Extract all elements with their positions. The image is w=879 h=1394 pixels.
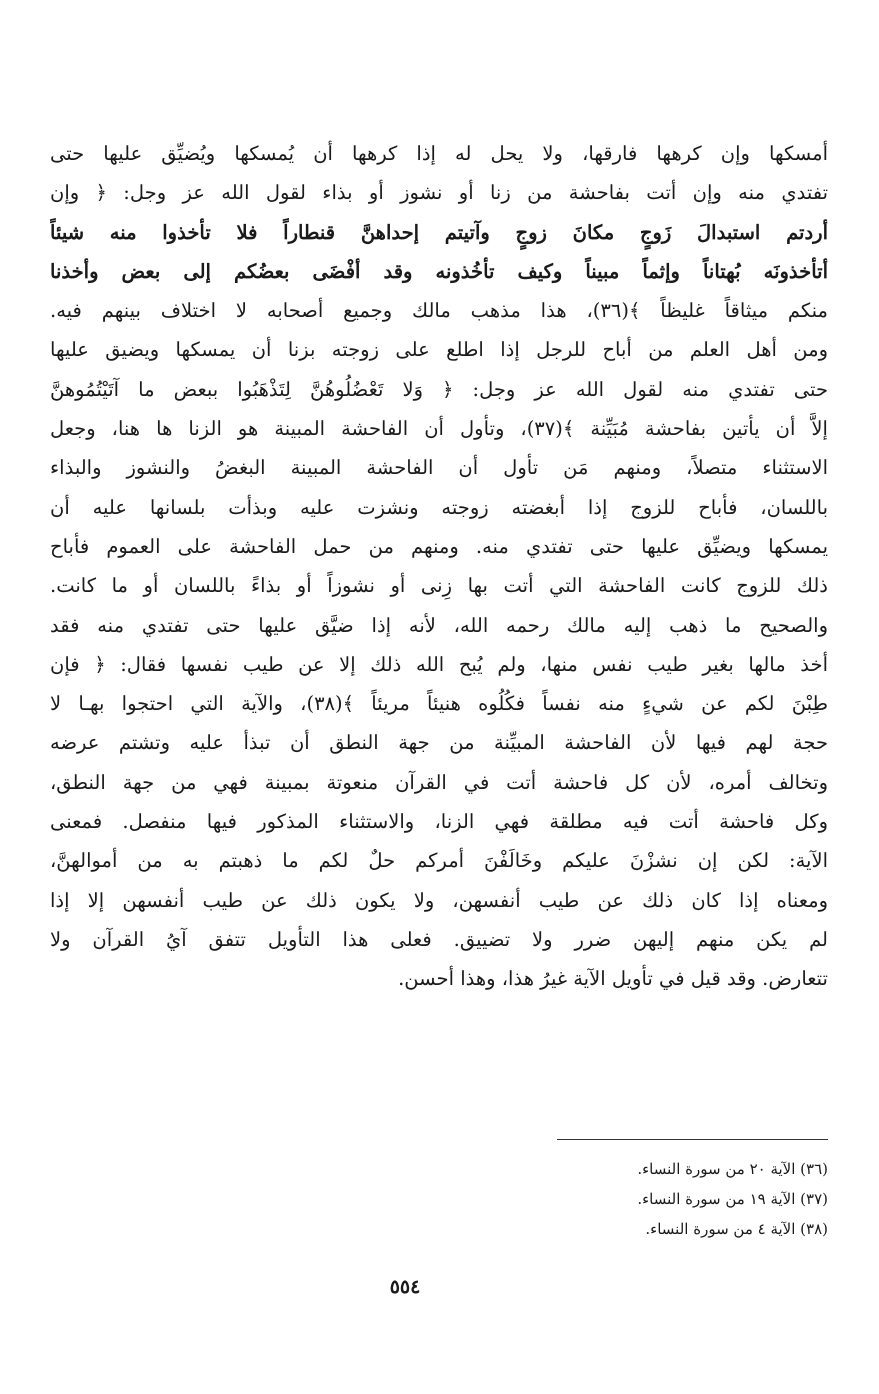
- text-line: وكل فاحشة أتت فيه مطلقة فهي الزنا، والاستثناء المذكور فيها منفصل. فمعنى: [50, 810, 828, 834]
- text-line: لم يكن منهم إليهن ضرر ولا تضييق. فعلى هذا التأويل تتفق آيُ القرآن ولا: [50, 927, 828, 951]
- footnotes: [400, 1154, 828, 1244]
- footnote: (٣٨) الآية ٤ من سورة النساء.: [645, 1220, 828, 1238]
- text-line: والصحيح ما ذهب إليه مالك رحمه الله، لأنه إذا ضيَّق عليها حتى تفتدي منه فقد: [50, 613, 828, 637]
- text-line: إلاَّ أن يأتين بفاحشة مُبَيِّنة ﴾(٣٧)، وتأول أن الفاحشة المبينة هو الزنا ها هنا، وجعل: [50, 417, 828, 441]
- text-line: ومعناه إذا كان ذلك عن طيب أنفسهن، ولا يكون ذلك عن طيب أنفسهن إلا إذا: [50, 888, 828, 912]
- text-line: يمسكها ويضيِّق عليها حتى تفتدي منه. ومنهم من حمل الفاحشة على العموم فأباح: [50, 534, 828, 558]
- text-line: حتى تفتدي منه لقول الله عز وجل: ﴿ وَلا تَعْضُلُوهُنَّ لِتَذْهَبُوا ببعض ما آتَيْتُمُوهنَّ: [50, 377, 828, 401]
- text-line: أخذ مالها بغير طيب نفس منها، ولم يُبح الله ذلك إلا عن طيب نفسها فقال: ﴿ فإن: [50, 652, 828, 676]
- text-line: تفتدي منه وإن أتت بفاحشة من زنا أو نشوز أو بذاء لقول الله عز وجل: ﴿ وإن: [50, 181, 828, 205]
- footnote: (٣٧) الآية ١٩ من سورة النساء.: [637, 1190, 828, 1208]
- quran-verse-line: أتأخذونَه بُهتاناً وإثماً مبيناً وكيف تأخُذونه وقد أفْضَى بعضُكم إلى بعض وأخذنا: [50, 259, 828, 283]
- quran-verse-line: أردتم استبدالَ زَوجٍ مكانَ زوجٍ وآتيتم إحداهنَّ قنطاراً فلا تأخذوا منه شيئاً: [50, 220, 828, 244]
- text-line: ذلك للزوج كانت الفاحشة التي أتت بها زِنى أو نشوزاً أو بذاءً باللسان أو ما كانت.: [50, 574, 828, 598]
- body-text: [50, 134, 828, 999]
- text-line: حجة لهم فيها لأن الفاحشة المبيِّنة من جهة النطق أن تبذأ عليه وتشتم عرضه: [50, 731, 828, 755]
- footnote: (٣٦) الآية ٢٠ من سورة النساء.: [637, 1160, 828, 1178]
- text-line: باللسان، فأباح للزوج إذا أبغضته زوجته ونشزت عليه وبذأت بلسانها عليه أن: [50, 495, 828, 519]
- text-line: طِبْنَ لكم عن شيءٍ منه نفساً فكُلُوه هنيئاً مريئاً ﴾(٣٨)، والآية التي احتجوا بهـا لا: [50, 692, 828, 716]
- text-line: تتعارض. وقد قيل في تأويل الآية غيرُ هذا، وهذا أحسن.: [398, 967, 828, 991]
- page-number: ٥٥٤: [389, 1276, 421, 1298]
- text-line: الاستثناء متصلاً، ومنهم مَن تأول أن الفاحشة المبينة البغضُ والنشوز والبذاء: [50, 456, 828, 480]
- footnote-separator: [557, 1139, 828, 1140]
- text-line: أمسكها وإن كرهها فارقها، ولا يحل له إذا كرهها أن يُمسكها ويُضيِّق عليها حتى: [50, 142, 828, 165]
- text-line: وتخالف أمره، لأن كل فاحشة أتت في القرآن منعوتة بمبينة فهي من جهة النطق،: [50, 770, 828, 794]
- text-line: ومن أهل العلم من أباح للرجل إذا اطلع على زوجته بزنا أن يمسكها ويضيق عليها: [50, 338, 828, 362]
- text-line: منكم ميثاقاً غليظاً ﴾(٣٦)، هذا مذهب مالك وجميع أصحابه لا اختلاف بينهم فيه.: [50, 299, 828, 323]
- text-line: الآية: لكن إن نشزْنَ عليكم وخَالَفْنَ أمركم حلٌ لكم ما ذهبتم به من أموالهنَّ،: [50, 849, 828, 873]
